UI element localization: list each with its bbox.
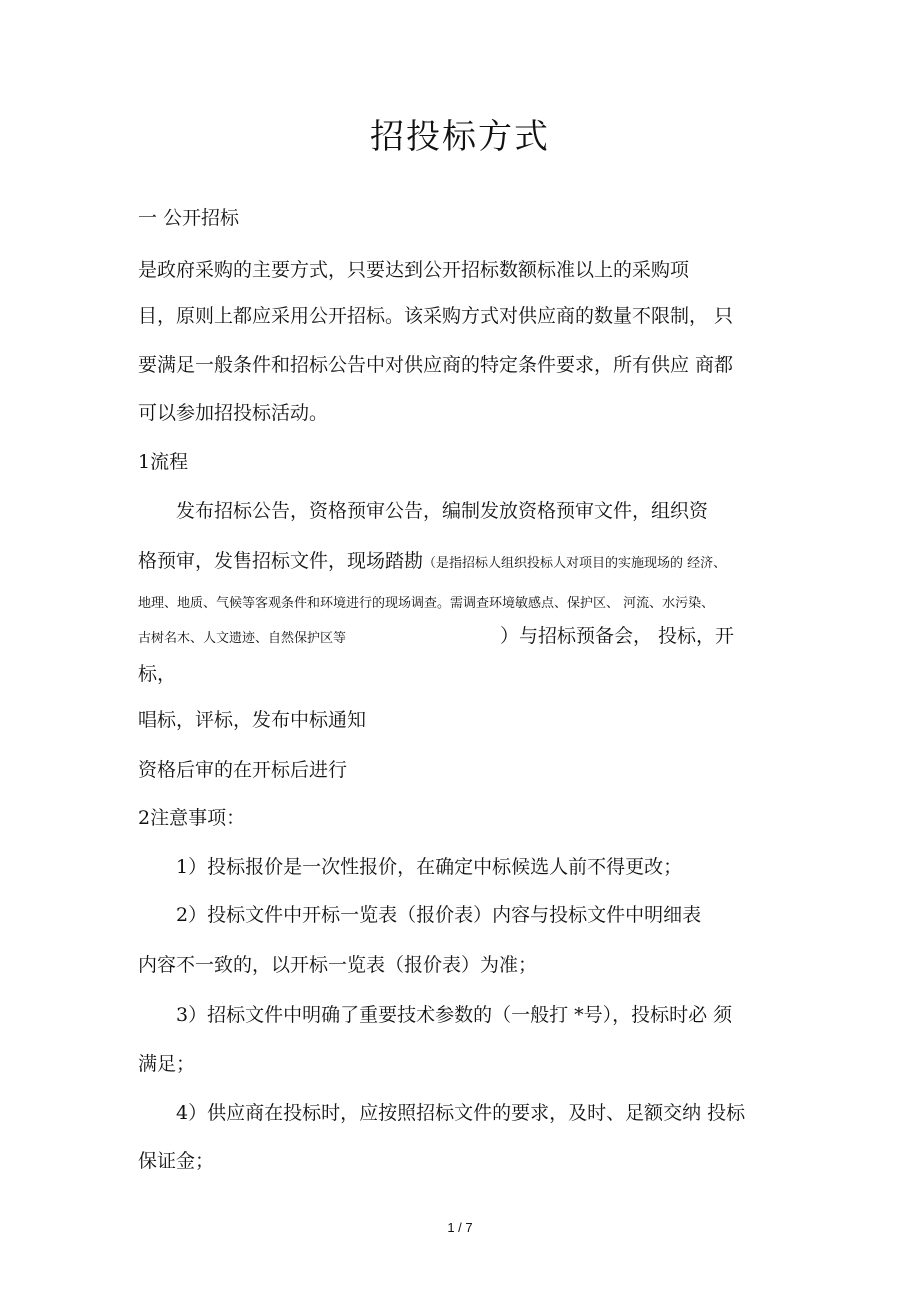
paragraph-line-4: 可以参加招投标活动。 xyxy=(138,402,329,424)
process-line-2-main: 格预审，发售招标文件，现场踏勘 xyxy=(138,550,424,572)
section-heading-public-tender: 一 公开招标 xyxy=(138,207,240,229)
document-title: 招投标方式 xyxy=(370,117,550,157)
note-item-4-line-2: 保证金； xyxy=(138,1150,215,1172)
paragraph-line-2: 目，原则上都应采用公开招标。该采购方式对供应商的数量不限制， 只 xyxy=(138,305,734,327)
note-item-3-line-1: 3）招标文件中明确了重要技术参数的（一般打 *号），投标时必 须 xyxy=(176,1004,733,1026)
process-line-6: 唱标，评标，发布中标通知 xyxy=(138,709,367,731)
process-line-3-note: 地理、地质、气候等客观条件和环境进行的现场调查。需调查环境敏感点、保护区、 河流、水污染、 xyxy=(138,596,715,611)
process-line-4-note: 古树名木、人文遗迹、自然保护区等 xyxy=(138,631,347,646)
process-line-2-note: （是指招标人组织投标人对项目的实施现场的 经济、 xyxy=(423,556,727,571)
note-item-2-line-1: 2）投标文件中开标一览表（报价表）内容与投标文件中明细表 xyxy=(176,904,702,926)
paragraph-line-1: 是政府采购的主要方式，只要达到公开招标数额标准以上的采购项 xyxy=(138,259,690,281)
page-number: 1 / 7 xyxy=(447,1220,473,1235)
note-item-2-line-2: 内容不一致的，以开标一览表（报价表）为准； xyxy=(138,954,538,976)
note-item-4-line-1: 4）供应商在投标时，应按照招标文件的要求，及时、足额交纳 投标 xyxy=(176,1102,746,1124)
process-line-5: 标， xyxy=(138,663,177,685)
note-item-3-line-2: 满足； xyxy=(138,1053,196,1075)
notes-heading: 2注意事项： xyxy=(138,807,246,829)
process-line-7: 资格后审的在开标后进行 xyxy=(138,759,348,781)
note-item-1: 1）投标报价是一次性报价，在确定中标候选人前不得更改； xyxy=(176,856,683,878)
process-line-2 xyxy=(138,552,726,571)
process-heading: 1流程 xyxy=(138,451,189,473)
process-line-1: 发布招标公告，资格预审公告，编制发放资格预审文件，组织资 xyxy=(176,500,709,522)
paragraph-line-3: 要满足一般条件和招标公告中对供应商的特定条件要求，所有供应 商都 xyxy=(138,354,734,376)
process-line-4-main: ）与招标预备会， 投标，开 xyxy=(500,625,735,647)
